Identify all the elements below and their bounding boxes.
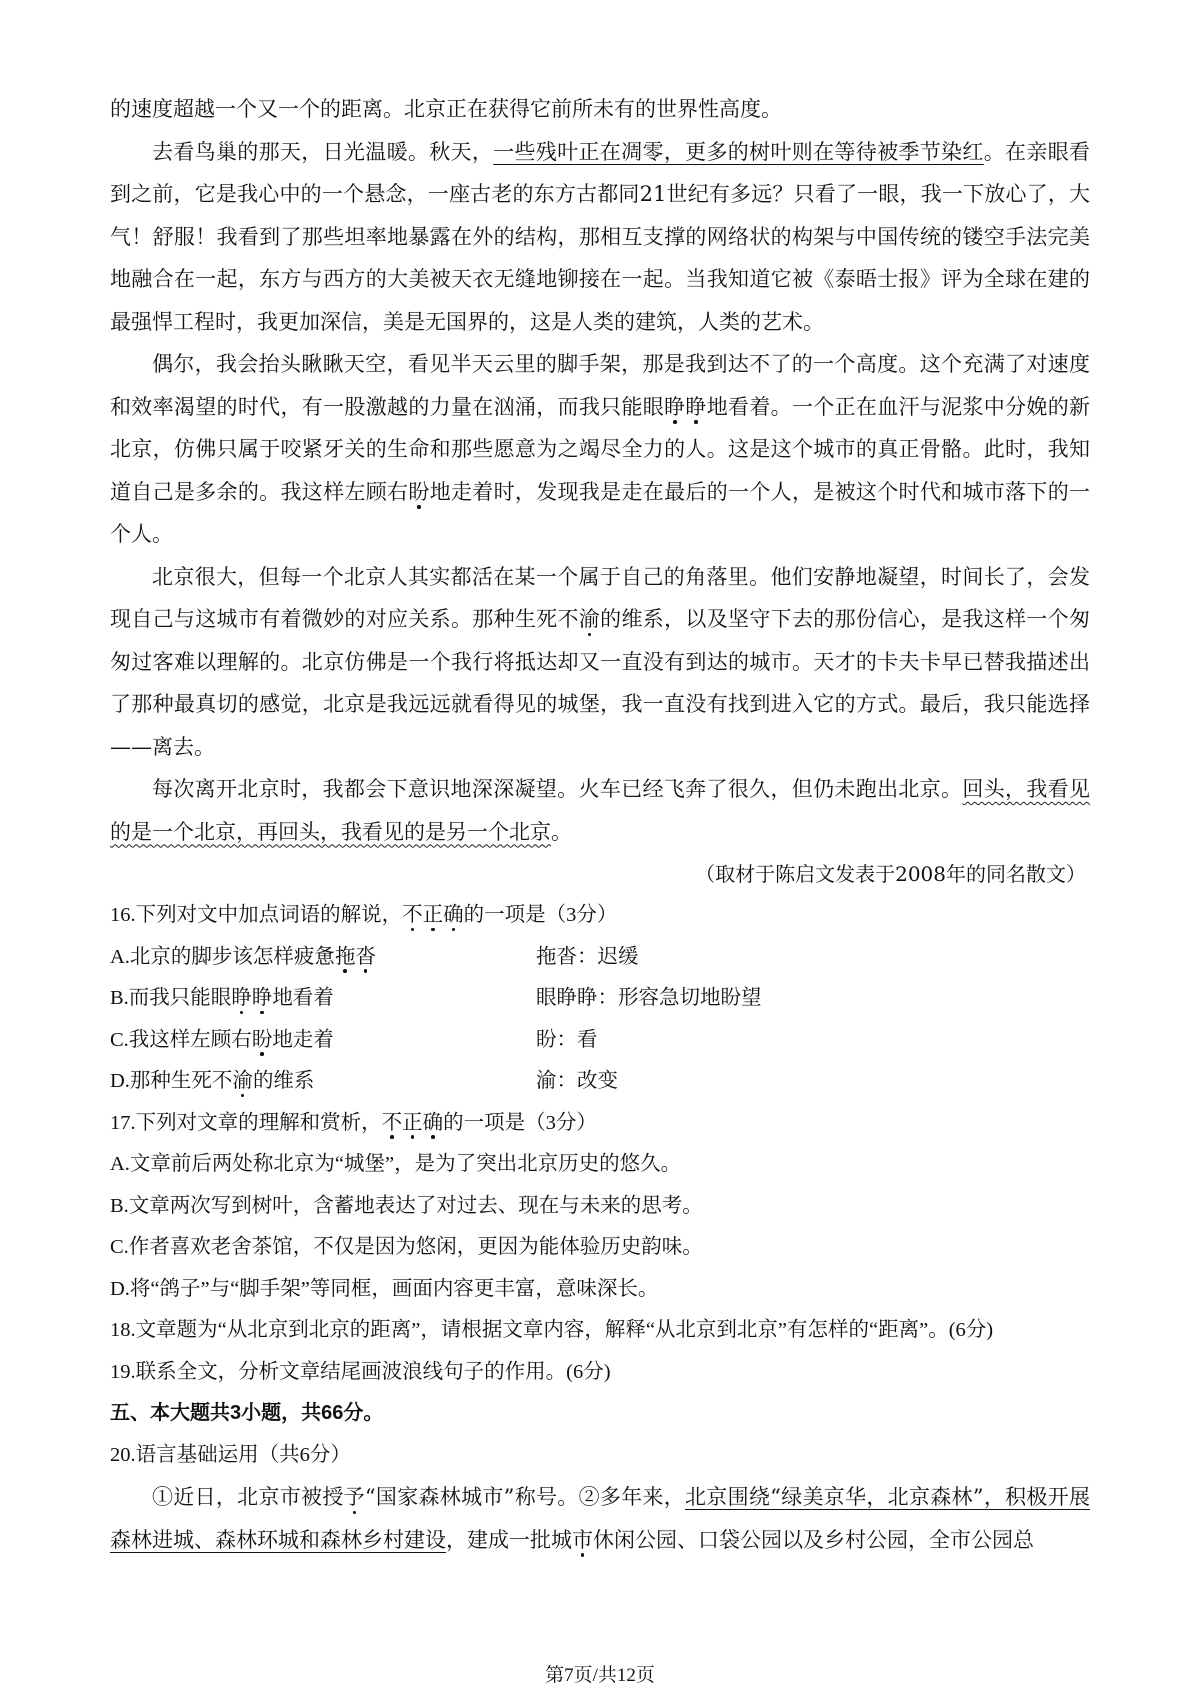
passage-text: “国家森林城市”称号。②多年来， [364, 1485, 686, 1509]
q17-option-d: D.将“鸽子”与“脚手架”等同框，画面内容更丰富，意味深长。 [110, 1277, 659, 1300]
dotted-character: 渝 [578, 607, 601, 631]
paragraph-text: 的速度超越一个又一个的距离。北京正在获得它前所未有的世界性高度。 [110, 97, 782, 121]
wavy-underlined-sentence: 回头，我看见的是一个北京，再回头，我看见的是另一个北京 [110, 777, 1091, 844]
dotted-character: 不 [381, 1111, 403, 1134]
option-text: 地看着 [272, 987, 334, 1009]
q17-option-a: A.文章前后两处称北京为“城堡”，是为了突出北京历史的悠久。 [110, 1153, 682, 1175]
underlined-sentence: 北京围绕“绿美京华，北京森林”，积极开展森林进城、森林环城和森林乡村建设 [110, 1485, 1090, 1552]
option-left [110, 937, 536, 979]
question-text: 16.下列对文中加点词语的解说， [110, 904, 403, 926]
option-explanation: 拖沓：迟缓 [536, 945, 639, 968]
section-five-heading: 五、本大题共3小题，共66分。 [110, 1402, 384, 1424]
dotted-character: 确 [422, 1111, 444, 1134]
paragraph-text: 地看着。一个正在血汗与泥浆中分娩的新北京，仿佛只属于咬紧牙关的生命和那些愿意为之竭尽全力的人。这是这个城市的真正骨骼。此时，我知道自己是多余的。我这样左顾右 [110, 394, 1091, 504]
question-16 [110, 895, 1090, 937]
paragraph-text: 。在亲眼看到之前，它是我心中的一个悬念，一座古老的东方古都同21世纪有多远？只看了一眼，我一下放心了，大气！舒服！我看到了那些坦率地暴露在外的结构，那相互支撑的网络状的构架与中国传统的镂空手法完美地融合在一起，东方与西方的大美被天衣无缝地铆接在一起。当我知道它被《泰晤士报》评为全球在建的最强悍工程时，我更加深信，美是无国界的，这是人类的建筑，人类的艺术。 [110, 139, 1091, 334]
q16-option-b [110, 978, 1090, 1020]
question-18: 18.文章题为“从北京到北京的距离”，请根据文章内容，解释“从北京到北京”有怎样的“距离”。(6分) [110, 1319, 994, 1341]
question-text: 的一项是（3分） [463, 904, 618, 926]
dotted-character: 睁 [231, 987, 252, 1009]
question-text: 17.下列对文章的理解和赏析， [110, 1111, 382, 1134]
option-text: B.而我只能眼 [110, 987, 232, 1009]
paragraph-text: 去看鸟巢的那天，日光温暖。秋天， [152, 139, 494, 164]
dotted-character: 渝 [232, 1070, 253, 1092]
article-source: （取材于陈启文发表于2008年的同名散文） [695, 862, 1086, 886]
dotted-character: 不 [402, 904, 423, 926]
q16-option-c [110, 1020, 1090, 1062]
dotted-character: 予 [343, 1485, 365, 1509]
q17-option-b: B.文章两次写到树叶，含蓄地表达了对过去、现在与未来的思考。 [110, 1194, 703, 1217]
dotted-character: 市 [572, 1527, 593, 1552]
dotted-character: 睁 [664, 394, 686, 419]
paragraph-text: 每次离开北京时，我都会下意识地深深凝望。火车已经飞奔了很久，但仍未跑出北京。 [152, 777, 963, 801]
dotted-character: 拖 [334, 945, 356, 968]
article-paragraph-1 [110, 131, 1090, 344]
dotted-character: 睁 [251, 987, 273, 1009]
q16-option-a [110, 937, 1090, 979]
q17-option-c: C.作者喜欢老舍茶馆，不仅是因为悠闲，更因为能体验历史韵味。 [110, 1236, 703, 1258]
paragraph-text: 北京很大，但每一个北京人其实都活在某一个属于自己的角落里。他们安静地凝望，时间长了，会发现自己与这城市有着微妙的对应关系。那种生死不 [110, 564, 1090, 631]
article-paragraph-3 [110, 556, 1090, 769]
question-19: 19.联系全文，分析文章结尾画波浪线句子的作用。(6分) [110, 1360, 611, 1383]
dotted-character: 沓 [355, 945, 376, 968]
option-explanation: 眼睁睁：形容急切地盼望 [536, 987, 762, 1009]
passage-text: 休闲公园、口袋公园以及乡村公园，全市公园总 [593, 1527, 1034, 1552]
paragraph-text: 偶尔，我会抬头瞅瞅天空，看见半天云里的脚手架，那是我到达不了的一个高度。这个充满了对速度和效率渴望的时代，有一股激越的力量在汹涌，而我只能眼 [110, 352, 1090, 419]
page-content [110, 88, 1090, 1561]
option-text: A.北京的脚步该怎样疲惫 [110, 945, 335, 968]
option-left [110, 978, 536, 1020]
article-paragraph-4 [110, 768, 1090, 853]
passage-text: ，建成一批城 [446, 1527, 572, 1552]
dotted-character: 盼 [251, 1028, 273, 1051]
option-explanation: 盼：看 [536, 1028, 598, 1051]
question-text: 的一项是（3分） [443, 1111, 597, 1134]
paragraph-text: 地走着时，发现我是走在最后的一个人，是被这个时代和城市落下的一个人。 [110, 479, 1091, 546]
question-20-title: 20.语言基础运用（共6分） [110, 1443, 351, 1466]
article-paragraph-0 [110, 88, 1090, 131]
dotted-character: 正 [422, 904, 444, 926]
page-number: 第7页/共12页 [545, 1665, 655, 1686]
option-text: C.我这样左顾右 [110, 1028, 252, 1051]
dotted-character: 正 [402, 1111, 423, 1134]
dotted-character: 确 [443, 904, 464, 926]
option-text: D.那种生死不 [110, 1070, 233, 1092]
option-left [110, 1020, 536, 1062]
option-text: 地走着 [272, 1028, 334, 1051]
paragraph-text: 的维系，以及坚守下去的那份信心，是我这样一个匆匆过客难以理解的。北京仿佛是一个我行将抵达却又一直没有到达的城市。天才的卡夫卡早已替我描述出了那种最真切的感觉，北京是我远远就看得见的城堡，我一直没有找到进入它的方式。最后，我只能选择——离去。 [110, 607, 1090, 759]
question-20-passage [110, 1476, 1090, 1561]
underlined-sentence: 一些残叶正在凋零，更多的树叶则在等待被季节染红 [493, 139, 984, 164]
q16-option-d [110, 1061, 1090, 1103]
passage-text: ①近日，北京市被授 [152, 1485, 344, 1509]
article-paragraph-2 [110, 343, 1090, 556]
dotted-character: 盼 [408, 479, 430, 504]
option-explanation: 渝：改变 [536, 1070, 618, 1092]
paragraph-text: 。 [551, 819, 572, 844]
option-left [110, 1061, 536, 1103]
option-text: 的维系 [252, 1070, 315, 1092]
question-17 [110, 1103, 1090, 1145]
dotted-character: 睁 [685, 394, 707, 419]
